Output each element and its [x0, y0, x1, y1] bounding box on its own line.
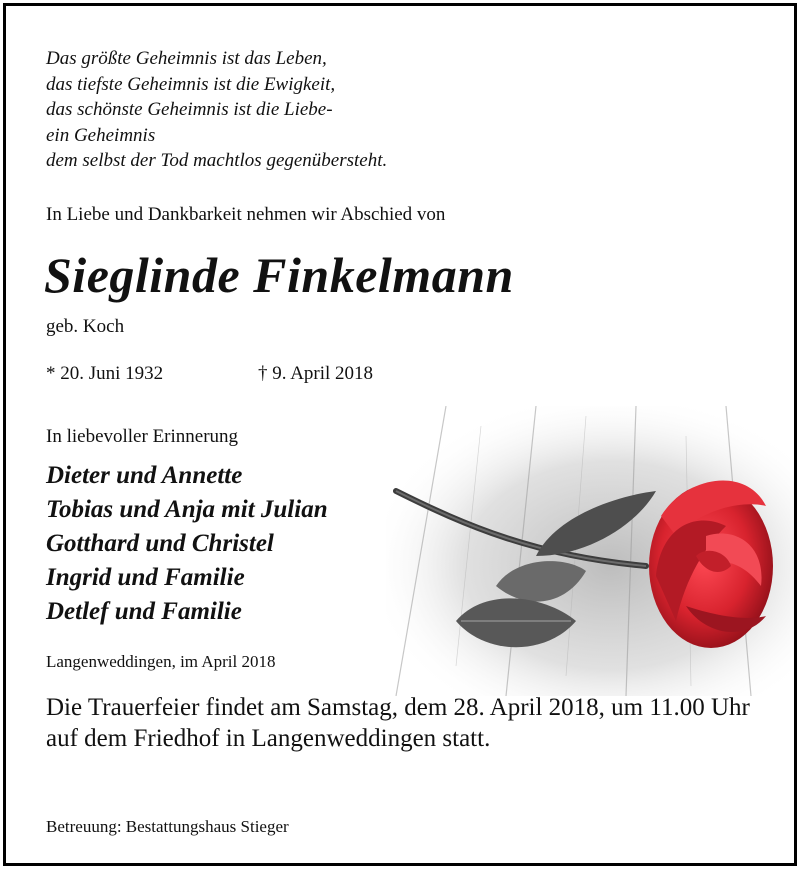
mourner: Dieter und Annette [46, 462, 243, 489]
rose-image [386, 406, 794, 696]
mourner: Gotthard und Christel [46, 530, 274, 557]
poem-line: das tiefste Geheimnis ist die Ewigkeit, [46, 73, 336, 95]
birth-date: * 20. Juni 1932 [46, 363, 164, 384]
intro-line: In Liebe und Dankbarkeit nehmen wir Abschied von [46, 204, 446, 225]
place-date: Langenweddingen, im April 2018 [46, 652, 276, 671]
mourner: Tobias und Anja mit Julian [46, 496, 328, 523]
funeral-home: Betreuung: Bestattungshaus Stieger [46, 817, 289, 836]
poem-line: das schönste Geheimnis ist die Liebe- [46, 99, 333, 120]
life-dates [46, 363, 374, 385]
mourner: Detlef und Familie [46, 598, 242, 625]
mourners-list [46, 459, 328, 629]
poem-line: dem selbst der Tod machtlos gegenübersteht. [46, 150, 388, 171]
birth-name: geb. Koch [46, 316, 125, 337]
obituary-card [3, 3, 797, 866]
deceased-name: Sieglinde Finkelmann [44, 247, 514, 303]
death-date: † 9. April 2018 [258, 363, 374, 384]
poem-line: ein Geheimnis [46, 124, 156, 146]
ceremony-info: Die Trauerfeier findet am Samstag, dem 28. April 2018, um 11.00 Uhr auf dem Friedhof in Langenweddingen statt. [46, 694, 750, 752]
mourner: Ingrid und Familie [46, 564, 245, 591]
memory-line: In liebevoller Erinnerung [46, 426, 239, 447]
poem-line: Das größte Geheimnis ist das Leben, [46, 48, 327, 69]
poem [46, 46, 387, 174]
